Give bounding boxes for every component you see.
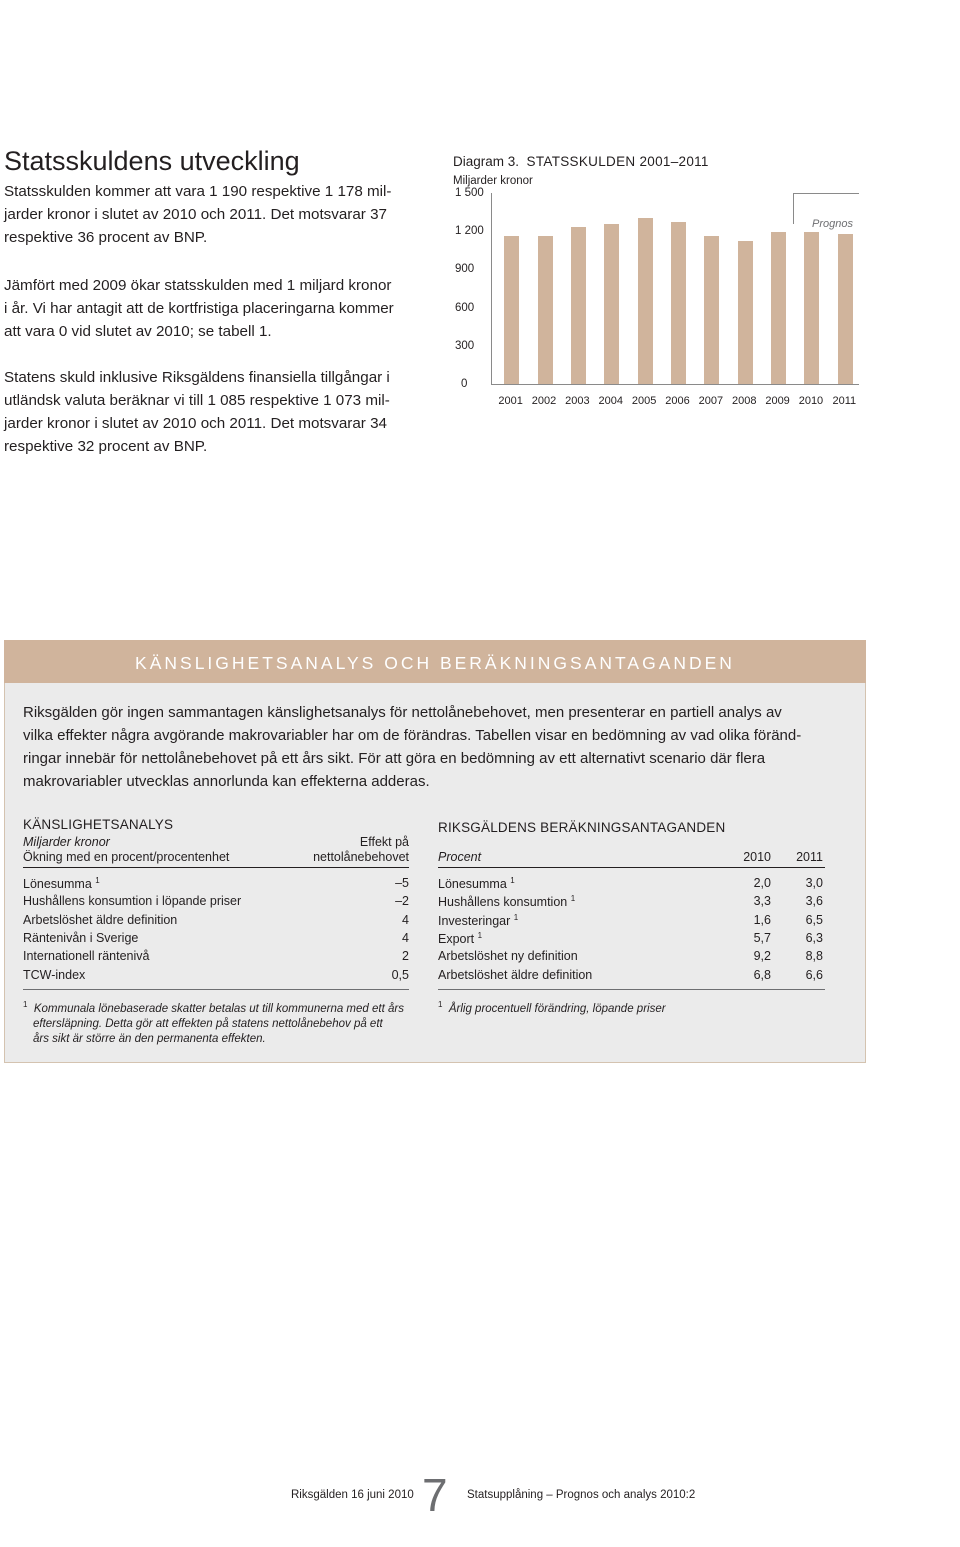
x-tick-label: 2003 [565, 395, 590, 407]
y-tick-label: 900 [455, 263, 475, 276]
assumptions-table-unit: Procent [438, 850, 482, 864]
footnote-line: eftersläpning. Detta gör att effekten på statens nettolånebehov på ett [33, 1018, 383, 1030]
paragraph-3 [4, 366, 424, 458]
table-rule [438, 867, 825, 868]
table-row [23, 913, 409, 931]
row-value: 2 [402, 949, 409, 964]
bar-2005 [638, 218, 653, 384]
page-number: 7 [422, 1469, 448, 1521]
sensitivity-table-unit: Miljarder kronor [23, 835, 110, 849]
text-line: att vara 0 vid slutet av 2010; se tabell 1. [4, 323, 272, 340]
y-tick-label: 0 [461, 378, 468, 390]
row-value-2010: 5,7 [753, 930, 771, 945]
paragraph-2 [4, 274, 424, 343]
bar-2003 [571, 227, 586, 384]
text-line: jarder kronor i slutet av 2010 och 2011. Det motsvarar 37 [4, 206, 387, 223]
footnote-text: Årlig procentuell förändring, löpande priser [448, 1003, 666, 1015]
row-label: Hushållens konsumtion $^1$ [438, 894, 576, 910]
footnote-ref: 1 [513, 912, 519, 922]
row-label: Arbetslöshet äldre definition [438, 967, 593, 982]
table-rule [23, 989, 409, 990]
row-value-2011: 6,5 [805, 912, 823, 927]
paragraph-1 [4, 180, 424, 249]
footnote-mark: 1 [438, 1000, 443, 1009]
chart-title-text: STATSSKULDEN 2001–2011 [526, 154, 709, 169]
sensitivity-table-title: KÄNSLIGHETSANALYS [23, 817, 174, 832]
bar-2004 [604, 224, 619, 384]
row-value-2011: 3,0 [805, 876, 823, 890]
table-row [438, 949, 825, 967]
table-row [23, 931, 409, 949]
sensitivity-column-effect-line1: Effekt på [359, 835, 409, 849]
table-row [438, 913, 825, 931]
row-value-2010: 9,2 [753, 949, 771, 964]
y-axis-label: Miljarder kronor [453, 175, 533, 187]
footnote-ref: 1 [477, 930, 483, 940]
info-box-heading: KÄNSLIGHETSANALYS OCH BERÄKNINGSANTAGANDEN [135, 653, 735, 673]
footnote-line [23, 997, 404, 1017]
x-tick-label: 2008 [731, 395, 757, 407]
row-value: 0,5 [391, 967, 409, 982]
footnote-ref: 1 [570, 894, 576, 904]
x-tick-label: 2007 [698, 395, 724, 407]
bar-2009 [771, 232, 786, 384]
footer-right: Statsupplåning – Prognos och analys 2010:2 [467, 1489, 696, 1501]
row-label: Hushållens konsumtion i löpande priser [23, 894, 242, 909]
footnote-text: Kommunala lönebaserade skatter betalas ut till kommunerna med ett års [33, 1003, 404, 1015]
bar-2011 [838, 234, 853, 384]
y-tick-label: 300 [455, 339, 475, 352]
bar-2002 [538, 236, 553, 384]
row-value-2010: 6,8 [753, 967, 771, 982]
footer-left: Riksgälden 16 juni 2010 [291, 1489, 414, 1501]
x-tick-label: 2011 [832, 395, 857, 407]
text-line: jarder kronor i slutet av 2010 och 2011. Det motsvarar 34 [4, 415, 387, 432]
assumptions-column-2011: 2011 [796, 850, 823, 864]
table-row [23, 949, 409, 967]
text-line: respektive 32 procent av BNP. [4, 438, 208, 455]
sensitivity-column-label: Ökning med en procent/procentenhet [23, 850, 230, 864]
text-line: Riksgälden gör ingen sammantagen känslighetsanalys för nettolånebehovet, men presenterar en partiell analys av [23, 704, 782, 721]
footnote-line [438, 997, 666, 1017]
text-line: Statens skuld inklusive Riksgäldens finansiella tillgångar i [4, 369, 390, 386]
x-tick-label: 2010 [798, 395, 824, 407]
row-value-2011: 3,6 [805, 894, 823, 909]
row-value-2011: 8,8 [805, 949, 823, 964]
row-value-2011: 6,3 [805, 930, 823, 945]
row-label: TCW-index [23, 967, 86, 982]
assumptions-footnote [438, 997, 666, 1017]
x-tick-label: 2001 [498, 395, 523, 407]
row-label: Arbetslöshet ny definition [438, 949, 578, 964]
row-label: Räntenivån i Sverige [23, 930, 139, 945]
footnote-line: års sikt är större än den permanenta effekten. [33, 1033, 266, 1045]
text-line: Statsskulden kommer att vara 1 190 respektive 1 178 mil- [4, 183, 392, 200]
table-row [438, 894, 825, 912]
text-line: vilka effekter några avgörande makrovariabler har om de förändras. Tabellen visar en bedömning av vad olika föränd- [23, 727, 802, 744]
x-tick-label: 2005 [631, 395, 657, 407]
forecast-label: Prognos [812, 218, 853, 230]
table-row [438, 968, 825, 986]
table-row [23, 894, 409, 912]
text-line: ringar innebär för nettolånebehovet på ett års sikt. För att göra en bedömning av ett alternativt scenario där flera [23, 750, 766, 767]
sensitivity-column-effect-line2: nettolånebehovet [313, 850, 409, 864]
text-line: respektive 36 procent av BNP. [4, 229, 208, 246]
bar-2001 [504, 236, 519, 384]
diagram-number: Diagram 3. [453, 154, 520, 169]
table-rule [438, 989, 825, 990]
row-value: –5 [395, 876, 409, 890]
text-line: utländsk valuta beräknar vi till 1 085 respektive 1 073 mil- [4, 392, 390, 409]
chart-title [453, 154, 709, 169]
table-row [23, 876, 409, 894]
assumptions-column-2010: 2010 [743, 850, 771, 864]
table-row [23, 968, 409, 986]
x-tick-label: 2002 [531, 395, 557, 407]
row-value-2011: 6,6 [805, 967, 823, 982]
row-value: 4 [402, 912, 409, 927]
footnote-ref: 1 [510, 876, 515, 885]
row-value: –2 [395, 894, 409, 909]
row-label: Internationell räntenivå [23, 949, 150, 964]
bar-2010 [804, 232, 819, 384]
row-label: Investeringar $^1$ [438, 912, 519, 928]
bar-2008 [738, 241, 753, 384]
page-title: Statsskuldens utveckling [4, 146, 300, 176]
text-line: i år. Vi har antagit att de kortfristiga placeringarna kommer [4, 300, 394, 317]
y-tick-label: 600 [455, 301, 475, 314]
footnote-ref: 1 [95, 876, 100, 885]
table-row [438, 876, 825, 894]
row-label: Lönesumma $^1$ [23, 876, 100, 891]
sensitivity-footnote [23, 997, 404, 1047]
table-rule [23, 867, 409, 868]
footnote-mark: 1 [23, 1000, 28, 1009]
text-line: Jämfört med 2009 ökar statsskulden med 1 miljard kronor [4, 277, 392, 294]
table-row [438, 931, 825, 949]
row-label: Export $^1$ [438, 930, 483, 946]
row-value-2010: 1,6 [753, 912, 771, 927]
info-box-intro [23, 701, 853, 793]
row-value: 4 [402, 930, 409, 945]
y-tick-label: 1 200 [455, 225, 484, 238]
bar-2006 [671, 222, 686, 384]
x-tick-label: 2009 [765, 395, 790, 407]
bar-2007 [704, 236, 719, 384]
x-tick-label: 2004 [598, 395, 623, 407]
assumptions-table-title: RIKSGÄLDENS BERÄKNINGSANTAGANDEN [438, 820, 726, 835]
row-label: Arbetslöshet äldre definition [23, 912, 178, 927]
text-line: makrovariabler utvecklas annorlunda kan effekterna adderas. [23, 773, 430, 790]
row-label: Lönesumma $^1$ [438, 876, 515, 891]
x-tick-label: 2006 [665, 395, 690, 407]
row-value-2010: 2,0 [753, 876, 771, 890]
row-value-2010: 3,3 [753, 894, 771, 909]
y-tick-label: 1 500 [455, 187, 484, 199]
